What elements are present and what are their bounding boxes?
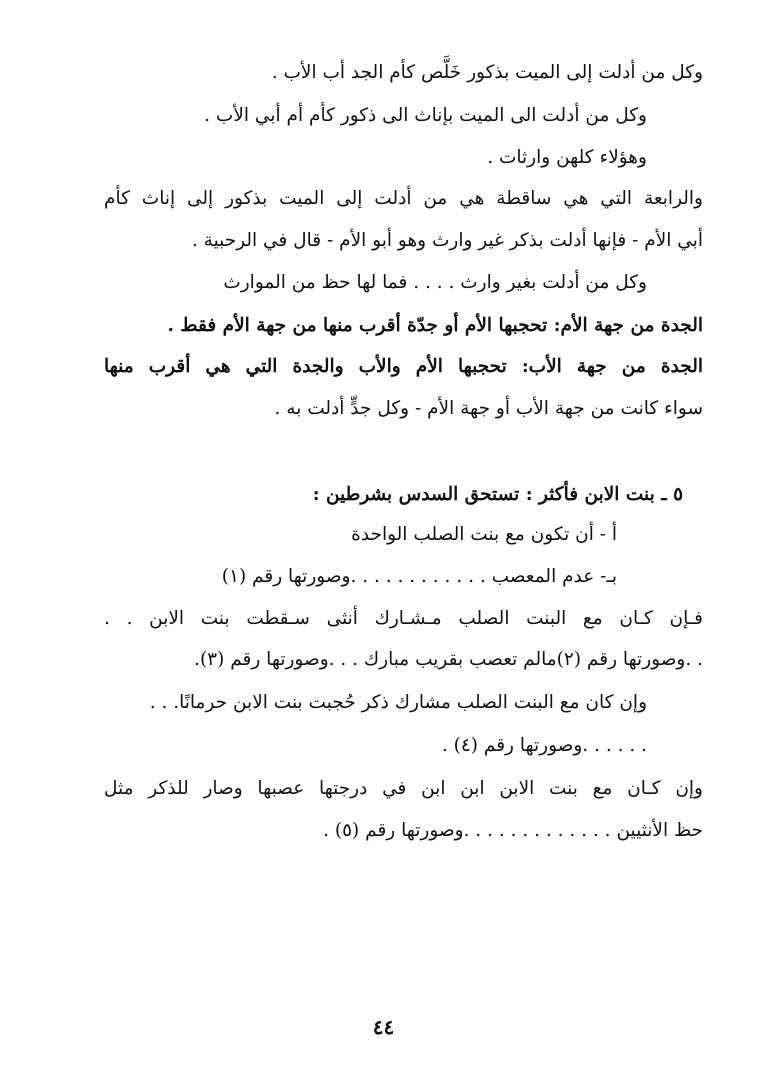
text-line-16: . . . . . .وصورتها رقم (٤) . <box>441 735 647 756</box>
text-line-4: والرابعة التي هي ساقطة هي من أدلت إلى الميت بذكور إلى إناث كأم <box>104 188 703 209</box>
page-number: ٤٤ <box>372 1015 395 1039</box>
text-line-18: حظ الأنثيين . . . . . . . . . . . . .وصورتها رقم (٥) . <box>323 820 703 841</box>
text-line-9: سواء كانت من جهة الأب أو جهة الأم - وكل جدٍّ أدلت به . <box>274 398 703 419</box>
text-line-1: وكل من أدلت إلى الميت بذكور خَلَّص كأم الجد أب الأب . <box>271 62 703 83</box>
text-line-7: الجدة من جهة الأم: تحجبها الأم أو جدّة أقرب منها من جهة الأم فقط . <box>167 315 703 336</box>
text-line-12: بـ- عدم المعصب . . . . . . . . . . . .وصورتها رقم (١) <box>221 566 617 587</box>
text-line-8: الجدة من جهة الأب: تحجبها الأم والأب والجدة التي هي أقرب منها <box>104 356 703 377</box>
text-line-17: وإن كـان مع بنت الابن ابن ابن في درجتها عصبها وصار للذكر مثل <box>104 778 703 799</box>
text-line-6: وكل من أدلت بغير وارث . . . . فما لها حظ من الموارث <box>223 272 647 293</box>
section-heading: ٥ ـ بنت الابن فأكثر : تستحق السدس بشرطين : <box>312 484 683 505</box>
text-line-3: وهؤلاء كلهن وارثات . <box>487 147 647 168</box>
text-line-15: وإن كان مع البنت الصلب مشارك ذكر حُجبت بنت الابن حرمانًا. . . <box>149 692 647 713</box>
text-line-13: فـإن كـان مع البنت الصلب مـشـارك أنثى سـقطت بنت الابن . . <box>104 608 703 629</box>
text-line-11: أ - أن تكون مع بنت الصلب الواحدة <box>351 524 617 545</box>
text-line-2: وكل من أدلت الى الميت بإناث الى ذكور كأم أم أبي الأب . <box>204 105 647 126</box>
text-line-14: . .وصورتها رقم (٢)مالم تعصب بقريب مبارك . . .وصورتها رقم (٣). <box>194 649 703 670</box>
text-line-5: أبي الأم - فإنها أدلت بذكر غير وارث وهو أبو الأم - قال في الرحبية . <box>191 230 703 251</box>
